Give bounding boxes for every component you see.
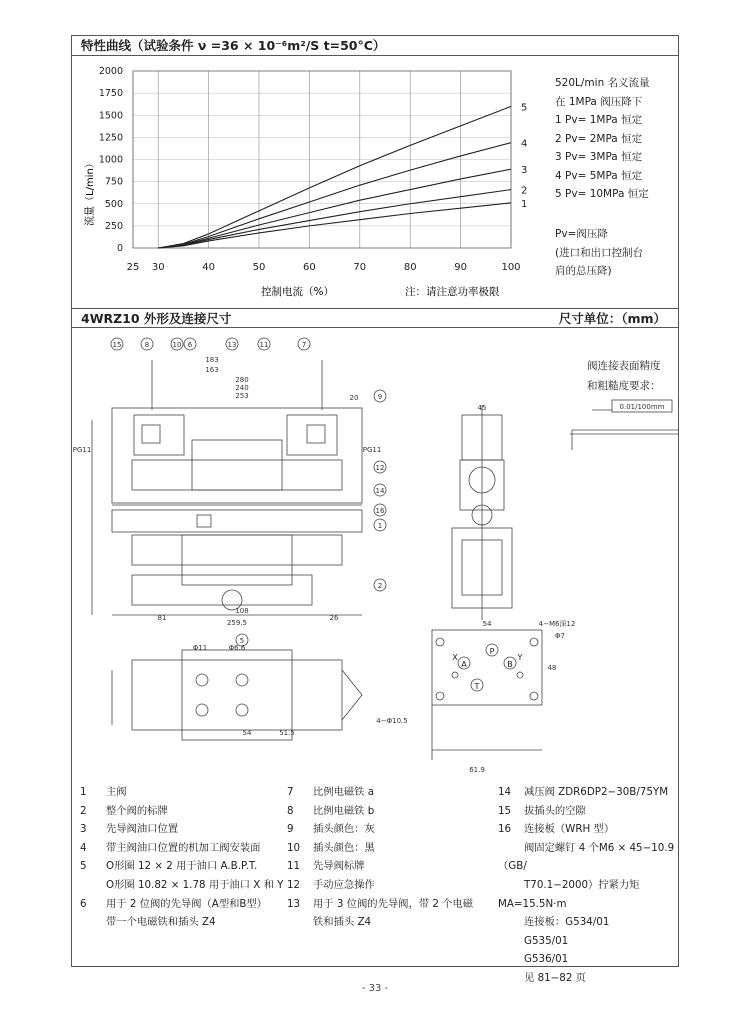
curve-legend	[555, 74, 650, 204]
x-tick-label: 40	[202, 262, 215, 273]
dimension-label: PG11	[72, 446, 92, 454]
plan-view	[112, 650, 362, 740]
surface-requirement-note	[587, 356, 661, 396]
dimension-label: 163	[205, 366, 219, 374]
parts-list-col2	[287, 783, 502, 932]
item-text: O形圈 12 × 2 用于油口 A.B.P.T.	[106, 860, 258, 873]
item-text: 带主阀油口位置的机加工阀安装面	[106, 841, 261, 854]
dimension-label: 183	[205, 356, 219, 364]
item-number: 1	[80, 786, 87, 798]
series-line-2	[158, 190, 511, 248]
item-text: 用于 2 位阀的先导阀（A型和B型）	[106, 897, 268, 910]
parts-list-item	[287, 876, 502, 895]
dimension-label: Φ7	[555, 632, 565, 640]
item-text: 连接板：G534/01	[524, 916, 610, 929]
dimension-label: Φ11	[192, 644, 208, 652]
item-number: 5	[80, 860, 87, 873]
series-line-1	[158, 203, 511, 248]
balloon-label: 6	[187, 341, 193, 349]
parts-list-item	[287, 802, 502, 821]
item-number: 12	[287, 878, 301, 891]
parts-list-item	[80, 783, 300, 802]
dimension-label: 4−M6深12	[538, 620, 576, 628]
balloon-label: 1	[377, 522, 383, 530]
note-line: 在 1MPa 阀压降下	[555, 95, 643, 108]
item-text: 见 81−82 页	[524, 971, 586, 984]
series-label: 2	[521, 185, 528, 197]
dimension-label: 240	[235, 384, 249, 392]
x-tick-label: 25	[126, 262, 140, 273]
y-tick-label: 750	[104, 176, 123, 188]
item-number: 11	[287, 860, 301, 873]
dimension-drawing	[72, 330, 678, 780]
note-line: 5 Pv= 10MPa 恒定	[555, 188, 649, 200]
balloon-label: 14	[375, 487, 385, 495]
item-text: 带一个电磁铁和插头 Z4	[106, 916, 216, 929]
item-text: G535/01	[524, 934, 569, 947]
item-number: 2	[80, 804, 87, 817]
item-number: 4	[80, 841, 87, 854]
item-number: 3	[80, 823, 87, 836]
note-line: 520L/min 名义流量	[555, 77, 650, 89]
dimension-label: 54	[242, 729, 252, 737]
parts-list-item	[287, 857, 502, 876]
series-label: 5	[521, 102, 528, 114]
parts-list-item	[498, 783, 678, 802]
balloon-label: 11	[259, 341, 269, 349]
parts-list-item	[498, 950, 678, 969]
parts-list-item	[80, 913, 300, 932]
x-axis-note: 注：请注意功率极限	[405, 286, 500, 298]
dimension-label: 253	[235, 392, 249, 400]
flow-characteristic-chart	[71, 56, 551, 306]
dimension-label: 51.5	[279, 729, 295, 737]
dimension-label: 61.9	[469, 766, 485, 774]
y-tick-label: 2000	[98, 66, 123, 77]
parts-list-item	[287, 839, 502, 858]
x-axis-label: 控制电流（%）	[261, 286, 334, 298]
port-letter: B	[507, 660, 513, 669]
y-tick-label: 1000	[98, 154, 123, 166]
balloon-label: 7	[301, 341, 307, 349]
page-number: - 33 -	[361, 983, 389, 994]
item-number: 14	[498, 786, 512, 798]
balloon-label: 16	[375, 507, 385, 515]
parts-list-item	[80, 839, 300, 858]
dimension-label: 26	[329, 614, 339, 622]
drawing-section-title: 4WRZ10 外形及连接尺寸	[81, 311, 232, 326]
parts-list-item	[287, 820, 502, 839]
balloon-label: 15	[112, 341, 122, 349]
item-text: 比例电磁铁 a	[313, 786, 375, 798]
y-tick-label: 500	[104, 198, 123, 210]
balloon-label: 5	[239, 637, 245, 645]
parts-list-col3	[498, 783, 678, 988]
port-letter: A	[461, 660, 467, 669]
x-tick-label: 30	[151, 262, 165, 273]
item-text: 手动应急操作	[313, 878, 375, 891]
dimension-label: 108	[235, 607, 249, 615]
item-number: 7	[287, 786, 294, 798]
drawing-section-header	[72, 308, 678, 328]
front-view	[92, 360, 362, 615]
item-text: 比例电磁铁 b	[313, 804, 375, 817]
note-line: 2 Pv= 2MPa 恒定	[555, 132, 643, 145]
x-tick-label: 50	[252, 262, 266, 273]
y-tick-label: 250	[104, 220, 123, 232]
item-number: 13	[287, 897, 301, 910]
y-tick-label: 1750	[98, 88, 123, 100]
dimension-label: 54	[482, 620, 492, 628]
note-line: 和粗糙度要求：	[587, 380, 661, 392]
balloon-label: 2	[377, 582, 383, 590]
note-line: 阀连接表面精度	[587, 360, 661, 372]
item-number: 16	[498, 823, 512, 836]
pressure-drop-note	[555, 225, 643, 281]
note-line: 肩的总压降)	[555, 265, 612, 277]
item-text: 插头颜色：灰	[313, 823, 375, 836]
dimension-label: 259.5	[226, 619, 248, 627]
item-number: 9	[287, 823, 294, 836]
balloon-label: 9	[377, 393, 383, 401]
item-text: G536/01	[524, 953, 569, 966]
note-line: (进口和出口控制台	[555, 246, 644, 259]
dimension-label: 0.01/100mm	[619, 403, 665, 411]
item-text: 先导阀油口位置	[106, 823, 179, 836]
y-tick-label: 1250	[98, 132, 123, 144]
dimension-label: 48	[547, 664, 557, 672]
item-text: 用于 3 位阀的先导阀，带 2 个电磁	[313, 897, 474, 910]
dimension-label: 4−Φ10.5	[376, 717, 408, 725]
item-text: O形圈 10.82 × 1.78 用于油口 X 和 Y	[106, 878, 284, 891]
chart-section-header	[72, 36, 678, 56]
parts-list-item	[498, 820, 678, 839]
series-label: 4	[521, 138, 528, 150]
side-view	[452, 405, 512, 620]
parts-list-item	[498, 876, 678, 913]
note-line: Pv=阀压降	[555, 228, 608, 240]
parts-list-item	[287, 783, 502, 802]
parts-list-item	[498, 839, 678, 876]
item-text: 主阀	[106, 786, 127, 798]
dimension-label: 81	[157, 614, 167, 622]
series-label: 3	[521, 165, 528, 177]
dimension-label: 45	[477, 404, 487, 412]
series-label: 1	[521, 198, 528, 210]
x-tick-label: 90	[454, 262, 467, 273]
y-axis-label: 流量（L/min）	[85, 158, 96, 226]
parts-list-item	[80, 895, 300, 914]
port-pattern	[432, 630, 542, 760]
parts-list-item	[498, 802, 678, 821]
balloon-label: 10	[172, 341, 182, 349]
item-number: 8	[287, 804, 294, 817]
item-text: 先导阀标牌	[313, 860, 365, 873]
item-text: 拔插头的空隙	[524, 804, 586, 817]
x-tick-label: 60	[303, 262, 316, 273]
item-text: 铁和插头 Z4	[313, 916, 372, 929]
parts-list-item	[80, 857, 300, 876]
y-tick-label: 1500	[98, 110, 123, 122]
port-letter: P	[489, 647, 495, 656]
note-line: 3 Pv= 3MPa 恒定	[555, 151, 643, 163]
x-tick-label: 80	[403, 262, 417, 273]
parts-list-item	[80, 802, 300, 821]
parts-list-item	[80, 876, 300, 895]
item-number: 6	[80, 897, 87, 910]
port-letter: T	[474, 682, 480, 691]
x-tick-label: 70	[353, 262, 367, 273]
parts-list-item	[498, 932, 678, 951]
chart-section-title: 特性曲线（试验条件 ν =36 × 10⁻⁶m²/S t=50°C）	[81, 38, 386, 53]
series-line-5	[158, 106, 511, 248]
port-letter: X	[452, 653, 458, 662]
parts-list-item	[287, 913, 502, 932]
x-tick-label: 100	[501, 262, 521, 273]
item-number: 10	[287, 841, 301, 854]
dimension-label: PG11	[362, 446, 382, 454]
dimension-label: 280	[235, 376, 249, 384]
item-text: 插头颜色：黑	[313, 841, 375, 854]
balloon-label: 8	[144, 341, 150, 349]
note-line: 1 Pv= 1MPa 恒定	[555, 114, 643, 126]
parts-list-item	[287, 895, 502, 914]
item-number: 15	[498, 804, 512, 817]
dimension-label: Φ6.6	[228, 644, 246, 652]
item-text: 整个阀的标牌	[106, 804, 168, 817]
item-text: 连接板（WRH 型）	[524, 823, 615, 836]
y-tick-label: 0	[116, 243, 123, 254]
balloon-label: 13	[227, 341, 237, 349]
note-line: 4 Pv= 5MPa 恒定	[555, 169, 643, 182]
item-text: 阀固定螺钉 4 个M6 × 45−10.9（GB/	[498, 841, 675, 873]
unit-label: 尺寸单位：（mm）	[558, 311, 666, 326]
parts-list-item	[80, 820, 300, 839]
parts-list-item	[498, 913, 678, 932]
item-text: T70.1−2000）拧紧力矩MA=15.5N·m	[498, 878, 640, 910]
port-letter: Y	[517, 653, 523, 662]
balloon-label: 12	[375, 464, 385, 472]
dimension-label: 20	[349, 394, 359, 402]
item-text: 减压阀 ZDR6DP2−30B/75YM	[524, 786, 669, 798]
parts-list-col1	[80, 783, 300, 932]
